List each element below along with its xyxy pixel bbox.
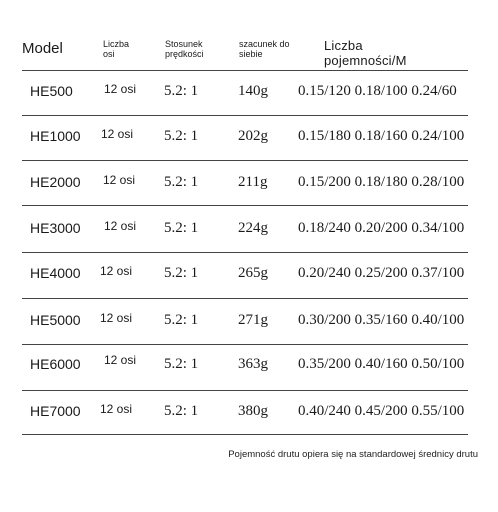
divider <box>22 252 468 253</box>
axes-cell: 12 osi <box>104 82 137 96</box>
axes-cell: 12 osi <box>104 219 137 233</box>
model-cell: HE2000 <box>30 174 81 190</box>
divider <box>22 298 468 299</box>
weight-cell: 265g <box>238 265 268 281</box>
divider <box>22 344 468 345</box>
header-ratio-line2: prędkości <box>165 49 204 59</box>
header-weight-line1: szacunek do <box>239 39 290 49</box>
weight-cell: 211g <box>238 174 268 190</box>
weight-cell: 271g <box>238 312 268 328</box>
model-cell: HE5000 <box>30 312 81 328</box>
axes-cell: 12 osi <box>103 173 136 187</box>
header-axes <box>103 39 129 59</box>
divider <box>22 70 468 71</box>
divider <box>22 434 468 435</box>
weight-cell: 202g <box>238 128 268 144</box>
ratio-cell: 5.2: 1 <box>164 128 199 144</box>
header-ratio <box>165 39 204 59</box>
axes-cell: 12 osi <box>101 127 134 141</box>
capacity-cell: 0.30/200 0.35/160 0.40/100 <box>298 312 465 328</box>
ratio-cell: 5.2: 1 <box>164 83 199 99</box>
header-capacity <box>324 38 407 68</box>
ratio-cell: 5.2: 1 <box>164 220 199 236</box>
ratio-cell: 5.2: 1 <box>164 174 199 190</box>
capacity-cell: 0.35/200 0.40/160 0.50/100 <box>298 356 465 372</box>
header-axes-line1: Liczba <box>103 39 130 49</box>
weight-cell: 363g <box>238 356 268 372</box>
ratio-cell: 5.2: 1 <box>164 265 199 281</box>
header-capacity-line1: Liczba <box>324 38 363 53</box>
capacity-cell: 0.15/120 0.18/100 0.24/60 <box>298 83 457 99</box>
header-capacity-line2: pojemności/M <box>324 53 407 68</box>
model-cell: HE1000 <box>30 128 81 144</box>
capacity-cell: 0.15/180 0.18/160 0.24/100 <box>298 128 465 144</box>
footnote: Pojemność drutu opiera się na standardowej średnicy drutu <box>228 449 478 460</box>
divider <box>22 115 468 116</box>
header-weight-line2: siebie <box>239 49 263 59</box>
weight-cell: 140g <box>238 83 268 99</box>
model-cell: HE6000 <box>30 356 81 372</box>
capacity-cell: 0.20/240 0.25/200 0.37/100 <box>298 265 465 281</box>
header-axes-line2: osi <box>103 49 115 59</box>
divider <box>22 160 468 161</box>
model-cell: HE7000 <box>30 403 81 419</box>
divider <box>22 390 468 391</box>
model-cell: HE3000 <box>30 220 81 236</box>
ratio-cell: 5.2: 1 <box>164 312 199 328</box>
model-cell: HE500 <box>30 83 73 99</box>
header-weight <box>239 39 290 59</box>
axes-cell: 12 osi <box>100 264 133 278</box>
ratio-cell: 5.2: 1 <box>164 403 199 419</box>
capacity-cell: 0.18/240 0.20/200 0.34/100 <box>298 220 465 236</box>
divider <box>22 205 468 206</box>
weight-cell: 380g <box>238 403 268 419</box>
axes-cell: 12 osi <box>100 311 133 325</box>
capacity-cell: 0.40/240 0.45/200 0.55/100 <box>298 403 465 419</box>
axes-cell: 12 osi <box>100 402 133 416</box>
ratio-cell: 5.2: 1 <box>164 356 199 372</box>
model-cell: HE4000 <box>30 265 81 281</box>
axes-cell: 12 osi <box>104 353 137 367</box>
header-ratio-line1: Stosunek <box>165 39 203 49</box>
weight-cell: 224g <box>238 220 268 236</box>
header-model: Model <box>22 40 63 57</box>
capacity-cell: 0.15/200 0.18/180 0.28/100 <box>298 174 465 190</box>
